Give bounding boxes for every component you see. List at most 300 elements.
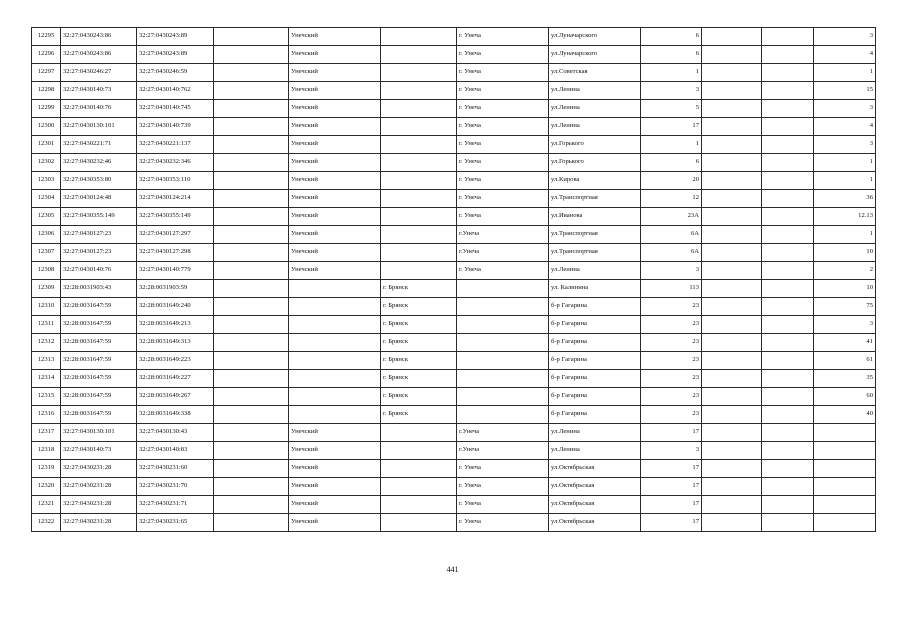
district-cell <box>289 298 381 316</box>
cadastral-number-cell: 32:27:0430231:28 <box>61 496 137 514</box>
empty-col-cell <box>762 334 814 352</box>
town-cell <box>457 334 549 352</box>
empty-col-cell <box>214 334 289 352</box>
street-cell: б-р Гагарина <box>549 298 641 316</box>
town-cell: г.Унеча <box>457 424 549 442</box>
city-cell <box>381 424 457 442</box>
empty-col-cell <box>214 46 289 64</box>
district-cell: Унечский <box>289 172 381 190</box>
empty-col-cell <box>702 244 762 262</box>
apartment-number-cell <box>814 460 876 478</box>
empty-col-cell <box>214 388 289 406</box>
district-cell <box>289 334 381 352</box>
row-number-cell: 12313 <box>32 352 61 370</box>
street-cell: ул.Горького <box>549 136 641 154</box>
object-cadastral-number-cell: 32:27:0430124:214 <box>137 190 214 208</box>
street-cell: б-р Гагарина <box>549 334 641 352</box>
empty-col-cell <box>702 28 762 46</box>
house-number-cell: 17 <box>641 514 702 532</box>
house-number-cell: 23А <box>641 208 702 226</box>
apartment-number-cell: 15 <box>814 82 876 100</box>
table-row <box>32 406 876 424</box>
row-number-cell: 12311 <box>32 316 61 334</box>
city-cell <box>381 154 457 172</box>
empty-col-cell <box>762 154 814 172</box>
empty-col-cell <box>762 28 814 46</box>
empty-col-cell <box>702 262 762 280</box>
apartment-number-cell: 61 <box>814 352 876 370</box>
object-cadastral-number-cell: 32:27:0430140:83 <box>137 442 214 460</box>
street-cell: б-р Гагарина <box>549 370 641 388</box>
apartment-number-cell: 3 <box>814 100 876 118</box>
district-cell: Унечский <box>289 82 381 100</box>
table-row <box>32 298 876 316</box>
street-cell: ул.Советская <box>549 64 641 82</box>
cadastral-number-cell: 32:28:0031647:59 <box>61 406 137 424</box>
object-cadastral-number-cell: 32:28:0031649:223 <box>137 352 214 370</box>
town-cell <box>457 298 549 316</box>
cadastral-number-cell: 32:28:0031647:59 <box>61 370 137 388</box>
empty-col-cell <box>214 352 289 370</box>
empty-col-cell <box>762 370 814 388</box>
city-cell: г. Брянск <box>381 370 457 388</box>
house-number-cell: 6А <box>641 226 702 244</box>
house-number-cell: 17 <box>641 478 702 496</box>
house-number-cell: 17 <box>641 460 702 478</box>
empty-col-cell <box>214 82 289 100</box>
empty-col-cell <box>762 316 814 334</box>
town-cell: г. Унеча <box>457 28 549 46</box>
district-cell <box>289 316 381 334</box>
town-cell: г. Унеча <box>457 82 549 100</box>
empty-col-cell <box>214 136 289 154</box>
empty-col-cell <box>214 370 289 388</box>
house-number-cell: 23 <box>641 352 702 370</box>
town-cell: г. Унеча <box>457 208 549 226</box>
table-row <box>32 280 876 298</box>
empty-col-cell <box>702 226 762 244</box>
object-cadastral-number-cell: 32:27:0430243:89 <box>137 28 214 46</box>
object-cadastral-number-cell: 32:27:0430140:762 <box>137 82 214 100</box>
apartment-number-cell: 10 <box>814 280 876 298</box>
apartment-number-cell: 10 <box>814 244 876 262</box>
city-cell: г. Брянск <box>381 334 457 352</box>
empty-col-cell <box>702 154 762 172</box>
cadastral-number-cell: 32:27:0430140:73 <box>61 442 137 460</box>
house-number-cell: 6 <box>641 28 702 46</box>
empty-col-cell <box>762 190 814 208</box>
street-cell: ул.Кирова <box>549 172 641 190</box>
street-cell: ул.Луначарского <box>549 46 641 64</box>
street-cell: ул.Октябрьская <box>549 514 641 532</box>
object-cadastral-number-cell: 32:27:0430221:137 <box>137 136 214 154</box>
empty-col-cell <box>702 136 762 154</box>
row-number-cell: 12322 <box>32 514 61 532</box>
apartment-number-cell <box>814 424 876 442</box>
district-cell <box>289 388 381 406</box>
city-cell <box>381 136 457 154</box>
city-cell <box>381 172 457 190</box>
apartment-number-cell: 4 <box>814 46 876 64</box>
row-number-cell: 12296 <box>32 46 61 64</box>
cadastral-number-cell: 32:27:0430127:23 <box>61 226 137 244</box>
apartment-number-cell <box>814 442 876 460</box>
table-row <box>32 442 876 460</box>
empty-col-cell <box>702 370 762 388</box>
empty-col-cell <box>702 82 762 100</box>
empty-col-cell <box>762 262 814 280</box>
table-row <box>32 478 876 496</box>
row-number-cell: 12307 <box>32 244 61 262</box>
row-number-cell: 12315 <box>32 388 61 406</box>
street-cell: ул.Ленина <box>549 82 641 100</box>
house-number-cell: 1 <box>641 136 702 154</box>
apartment-number-cell: 36 <box>814 190 876 208</box>
cadastral-number-cell: 32:27:0430140:76 <box>61 262 137 280</box>
row-number-cell: 12298 <box>32 82 61 100</box>
empty-col-cell <box>702 172 762 190</box>
town-cell: г. Унеча <box>457 118 549 136</box>
town-cell: г. Унеча <box>457 64 549 82</box>
row-number-cell: 12317 <box>32 424 61 442</box>
city-cell <box>381 226 457 244</box>
house-number-cell: 17 <box>641 424 702 442</box>
apartment-number-cell: 60 <box>814 388 876 406</box>
object-cadastral-number-cell: 32:28:0031649:240 <box>137 298 214 316</box>
house-number-cell: 12 <box>641 190 702 208</box>
empty-col-cell <box>762 46 814 64</box>
object-cadastral-number-cell: 32:27:0430127:298 <box>137 244 214 262</box>
street-cell: б-р Гагарина <box>549 316 641 334</box>
object-cadastral-number-cell: 32:28:0031903:59 <box>137 280 214 298</box>
table-row <box>32 388 876 406</box>
table-row <box>32 262 876 280</box>
city-cell: г. Брянск <box>381 406 457 424</box>
object-cadastral-number-cell: 32:27:0430130:43 <box>137 424 214 442</box>
district-cell: Унечский <box>289 244 381 262</box>
street-cell: ул.Транспортная <box>549 190 641 208</box>
house-number-cell: 17 <box>641 118 702 136</box>
empty-col-cell <box>702 442 762 460</box>
table-row <box>32 316 876 334</box>
town-cell <box>457 370 549 388</box>
table-row <box>32 64 876 82</box>
district-cell: Унечский <box>289 118 381 136</box>
table-row <box>32 28 876 46</box>
empty-col-cell <box>702 496 762 514</box>
empty-col-cell <box>762 478 814 496</box>
cadastral-number-cell: 32:27:0430353:80 <box>61 172 137 190</box>
apartment-number-cell: 1 <box>814 64 876 82</box>
table-row <box>32 154 876 172</box>
street-cell: ул.Транспортная <box>549 226 641 244</box>
house-number-cell: 6А <box>641 244 702 262</box>
district-cell: Унечский <box>289 64 381 82</box>
row-number-cell: 12314 <box>32 370 61 388</box>
town-cell: г. Унеча <box>457 478 549 496</box>
empty-col-cell <box>214 118 289 136</box>
apartment-number-cell: 3 <box>814 136 876 154</box>
empty-col-cell <box>214 442 289 460</box>
row-number-cell: 12316 <box>32 406 61 424</box>
district-cell: Унечский <box>289 424 381 442</box>
cadastral-number-cell: 32:28:0031647:59 <box>61 388 137 406</box>
empty-col-cell <box>702 64 762 82</box>
district-cell: Унечский <box>289 136 381 154</box>
empty-col-cell <box>214 460 289 478</box>
city-cell: г. Брянск <box>381 280 457 298</box>
empty-col-cell <box>762 406 814 424</box>
house-number-cell: 1 <box>641 64 702 82</box>
object-cadastral-number-cell: 32:27:0430355:149 <box>137 208 214 226</box>
town-cell: г. Унеча <box>457 496 549 514</box>
district-cell: Унечский <box>289 514 381 532</box>
house-number-cell: 3 <box>641 82 702 100</box>
empty-col-cell <box>214 208 289 226</box>
house-number-cell: 23 <box>641 316 702 334</box>
district-cell: Унечский <box>289 460 381 478</box>
house-number-cell: 23 <box>641 406 702 424</box>
district-cell <box>289 406 381 424</box>
table-row <box>32 82 876 100</box>
empty-col-cell <box>702 280 762 298</box>
table-row <box>32 100 876 118</box>
empty-col-cell <box>762 208 814 226</box>
street-cell: ул.Октябрьская <box>549 460 641 478</box>
row-number-cell: 12303 <box>32 172 61 190</box>
district-cell <box>289 280 381 298</box>
cadastral-number-cell: 32:27:0430231:28 <box>61 478 137 496</box>
object-cadastral-number-cell: 32:27:0430243:89 <box>137 46 214 64</box>
row-number-cell: 12301 <box>32 136 61 154</box>
table-row <box>32 136 876 154</box>
district-cell: Унечский <box>289 100 381 118</box>
city-cell <box>381 262 457 280</box>
street-cell: ул.Ленина <box>549 424 641 442</box>
row-number-cell: 12304 <box>32 190 61 208</box>
empty-col-cell <box>702 514 762 532</box>
row-number-cell: 12310 <box>32 298 61 316</box>
cadastral-number-cell: 32:27:0430140:76 <box>61 100 137 118</box>
street-cell: ул.Луначарского <box>549 28 641 46</box>
table-row <box>32 118 876 136</box>
town-cell: г.Унеча <box>457 226 549 244</box>
object-cadastral-number-cell: 32:28:0031649:313 <box>137 334 214 352</box>
house-number-cell: 3 <box>641 262 702 280</box>
table-row <box>32 226 876 244</box>
cadastral-number-cell: 32:27:0430231:28 <box>61 514 137 532</box>
empty-col-cell <box>214 478 289 496</box>
city-cell <box>381 64 457 82</box>
street-cell: ул.Ленина <box>549 262 641 280</box>
house-number-cell: 23 <box>641 298 702 316</box>
apartment-number-cell: 35 <box>814 370 876 388</box>
object-cadastral-number-cell: 32:28:0031649:267 <box>137 388 214 406</box>
cadastral-number-cell: 32:27:0430246:27 <box>61 64 137 82</box>
table-row <box>32 334 876 352</box>
empty-col-cell <box>762 64 814 82</box>
cadastral-number-cell: 32:28:0031647:59 <box>61 334 137 352</box>
cadastral-number-cell: 32:28:0031647:59 <box>61 316 137 334</box>
object-cadastral-number-cell: 32:27:0430231:65 <box>137 514 214 532</box>
row-number-cell: 12321 <box>32 496 61 514</box>
empty-col-cell <box>702 190 762 208</box>
cadastral-table <box>31 27 876 532</box>
town-cell: г.Унеча <box>457 442 549 460</box>
row-number-cell: 12320 <box>32 478 61 496</box>
empty-col-cell <box>762 118 814 136</box>
apartment-number-cell: 40 <box>814 406 876 424</box>
cadastral-number-cell: 32:28:0031903:43 <box>61 280 137 298</box>
apartment-number-cell: 41 <box>814 334 876 352</box>
town-cell: г.Унеча <box>457 244 549 262</box>
object-cadastral-number-cell: 32:28:0031649:213 <box>137 316 214 334</box>
empty-col-cell <box>702 298 762 316</box>
row-number-cell: 12319 <box>32 460 61 478</box>
table-row <box>32 244 876 262</box>
object-cadastral-number-cell: 32:27:0430246:59 <box>137 64 214 82</box>
empty-col-cell <box>762 244 814 262</box>
city-cell: г. Брянск <box>381 316 457 334</box>
town-cell: г. Унеча <box>457 190 549 208</box>
cadastral-number-cell: 32:27:0430130:101 <box>61 424 137 442</box>
apartment-number-cell: 4 <box>814 118 876 136</box>
town-cell: г. Унеча <box>457 46 549 64</box>
object-cadastral-number-cell: 32:27:0430353:110 <box>137 172 214 190</box>
empty-col-cell <box>702 352 762 370</box>
city-cell: г. Брянск <box>381 298 457 316</box>
district-cell: Унечский <box>289 46 381 64</box>
object-cadastral-number-cell: 32:27:0430140:779 <box>137 262 214 280</box>
empty-col-cell <box>214 496 289 514</box>
empty-col-cell <box>702 334 762 352</box>
row-number-cell: 12297 <box>32 64 61 82</box>
apartment-number-cell: 1 <box>814 172 876 190</box>
object-cadastral-number-cell: 32:28:0031649:227 <box>137 370 214 388</box>
district-cell: Унечский <box>289 226 381 244</box>
city-cell <box>381 496 457 514</box>
apartment-number-cell: 3 <box>814 316 876 334</box>
table-row <box>32 496 876 514</box>
empty-col-cell <box>214 406 289 424</box>
object-cadastral-number-cell: 32:27:0430140:739 <box>137 118 214 136</box>
apartment-number-cell: 12.13 <box>814 208 876 226</box>
empty-col-cell <box>214 262 289 280</box>
town-cell: г. Унеча <box>457 172 549 190</box>
empty-col-cell <box>214 154 289 172</box>
row-number-cell: 12306 <box>32 226 61 244</box>
town-cell: г. Унеча <box>457 100 549 118</box>
object-cadastral-number-cell: 32:27:0430127:297 <box>137 226 214 244</box>
object-cadastral-number-cell: 32:28:0031649:338 <box>137 406 214 424</box>
empty-col-cell <box>702 208 762 226</box>
district-cell: Унечский <box>289 478 381 496</box>
street-cell: ул.Ленина <box>549 100 641 118</box>
empty-col-cell <box>762 388 814 406</box>
house-number-cell: 17 <box>641 496 702 514</box>
district-cell <box>289 370 381 388</box>
empty-col-cell <box>214 280 289 298</box>
apartment-number-cell: 75 <box>814 298 876 316</box>
street-cell: б-р Гагарина <box>549 406 641 424</box>
district-cell: Унечский <box>289 208 381 226</box>
city-cell <box>381 46 457 64</box>
empty-col-cell <box>762 352 814 370</box>
empty-col-cell <box>214 514 289 532</box>
row-number-cell: 12305 <box>32 208 61 226</box>
house-number-cell: 113 <box>641 280 702 298</box>
house-number-cell: 23 <box>641 388 702 406</box>
town-cell: г. Унеча <box>457 514 549 532</box>
cadastral-number-cell: 32:27:0430355:149 <box>61 208 137 226</box>
empty-col-cell <box>214 64 289 82</box>
empty-col-cell <box>762 424 814 442</box>
empty-col-cell <box>214 298 289 316</box>
page-number: 441 <box>446 565 459 574</box>
city-cell: г. Брянск <box>381 352 457 370</box>
empty-col-cell <box>762 226 814 244</box>
empty-col-cell <box>702 118 762 136</box>
cadastral-number-cell: 32:27:0430231:28 <box>61 460 137 478</box>
empty-col-cell <box>702 388 762 406</box>
house-number-cell: 6 <box>641 154 702 172</box>
empty-col-cell <box>762 280 814 298</box>
street-cell: ул.Ленина <box>549 118 641 136</box>
cadastral-number-cell: 32:27:0430127:23 <box>61 244 137 262</box>
empty-col-cell <box>214 100 289 118</box>
empty-col-cell <box>762 298 814 316</box>
object-cadastral-number-cell: 32:27:0430231:60 <box>137 460 214 478</box>
empty-col-cell <box>214 226 289 244</box>
table-row <box>32 424 876 442</box>
apartment-number-cell: 1 <box>814 154 876 172</box>
town-cell <box>457 316 549 334</box>
empty-col-cell <box>214 424 289 442</box>
apartment-number-cell <box>814 478 876 496</box>
row-number-cell: 12318 <box>32 442 61 460</box>
district-cell: Унечский <box>289 28 381 46</box>
empty-col-cell <box>214 172 289 190</box>
object-cadastral-number-cell: 32:27:0430231:71 <box>137 496 214 514</box>
apartment-number-cell <box>814 496 876 514</box>
city-cell <box>381 208 457 226</box>
apartment-number-cell: 1 <box>814 226 876 244</box>
apartment-number-cell: 2 <box>814 262 876 280</box>
street-cell: ул.Октябрьская <box>549 478 641 496</box>
district-cell: Унечский <box>289 496 381 514</box>
empty-col-cell <box>762 136 814 154</box>
city-cell <box>381 460 457 478</box>
city-cell <box>381 100 457 118</box>
street-cell: ул. Калинина <box>549 280 641 298</box>
empty-col-cell <box>214 28 289 46</box>
cadastral-number-cell: 32:28:0031647:59 <box>61 352 137 370</box>
empty-col-cell <box>702 424 762 442</box>
empty-col-cell <box>762 496 814 514</box>
empty-col-cell <box>762 82 814 100</box>
cadastral-number-cell: 32:27:0430221:71 <box>61 136 137 154</box>
empty-col-cell <box>702 316 762 334</box>
row-number-cell: 12308 <box>32 262 61 280</box>
cadastral-number-cell: 32:27:0430140:73 <box>61 82 137 100</box>
empty-col-cell <box>702 460 762 478</box>
city-cell <box>381 28 457 46</box>
table-row <box>32 352 876 370</box>
house-number-cell: 5 <box>641 100 702 118</box>
house-number-cell: 20 <box>641 172 702 190</box>
city-cell <box>381 118 457 136</box>
object-cadastral-number-cell: 32:27:0430140:745 <box>137 100 214 118</box>
